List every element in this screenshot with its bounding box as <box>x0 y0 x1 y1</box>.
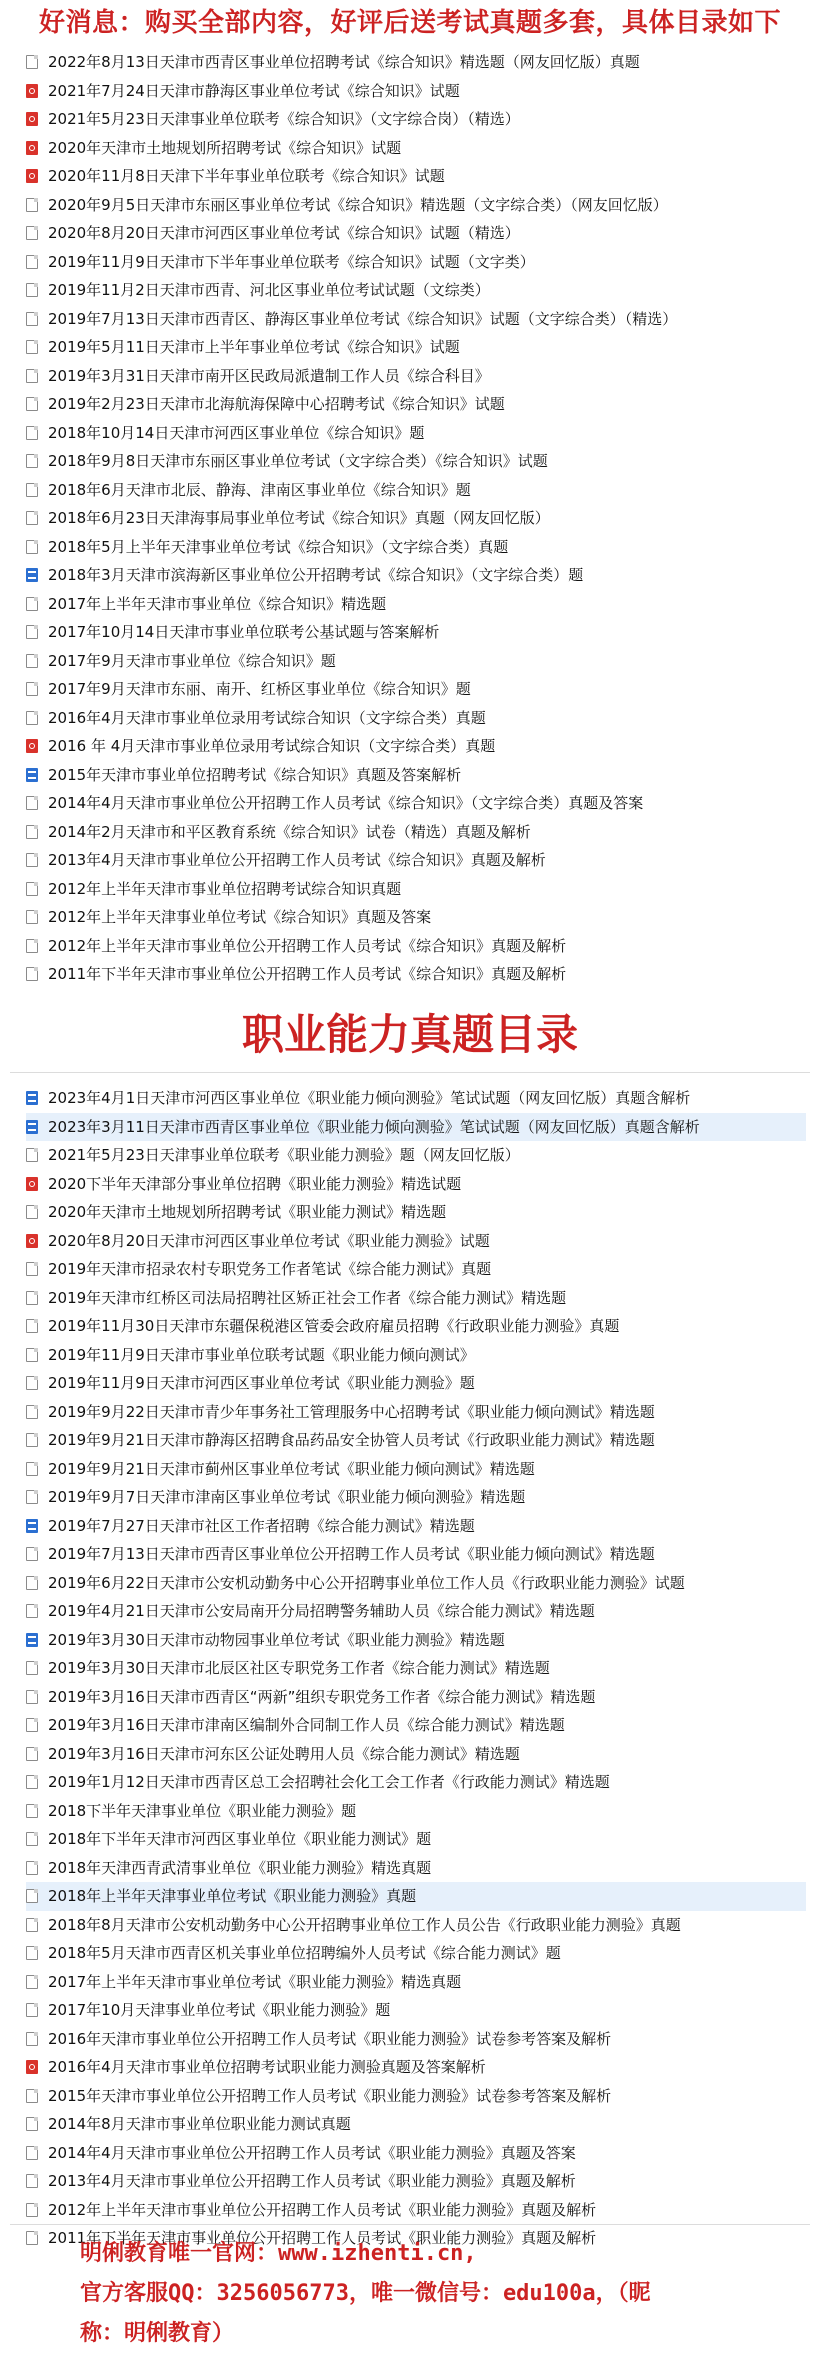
file-name: 2020下半年天津部分事业单位招聘《职业能力测验》精选试题 <box>48 1174 462 1193</box>
file-list-item[interactable] <box>26 1084 806 1113</box>
file-list-item[interactable] <box>26 2082 806 2111</box>
file-icon <box>26 511 38 525</box>
file-list-item[interactable] <box>26 276 806 305</box>
file-list-item[interactable] <box>26 105 806 134</box>
file-name: 2018年5月天津市西青区机关事业单位招聘编外人员考试《综合能力测试》题 <box>48 1944 561 1962</box>
knowledge-exam-list <box>26 48 806 989</box>
file-icon <box>26 397 38 411</box>
file-icon <box>26 967 38 981</box>
file-icon <box>26 2089 38 2103</box>
file-icon <box>26 1319 38 1333</box>
file-list-item[interactable] <box>26 219 806 248</box>
file-icon <box>26 1747 38 1761</box>
file-list-item[interactable] <box>26 818 806 847</box>
file-icon <box>26 226 38 240</box>
file-name: 2018下半年天津事业单位《职业能力测验》题 <box>48 1801 357 1820</box>
file-list-item[interactable] <box>26 1455 806 1484</box>
footer-line-3: 称：明俐教育） <box>80 2321 235 2346</box>
pdf-icon <box>26 2060 38 2074</box>
footer-line-1: 明俐教育唯一官网：www.izhenti.cn, <box>80 2241 477 2266</box>
doc-icon <box>26 568 38 582</box>
file-list-item[interactable] <box>26 162 806 191</box>
file-name: 2019年9月22日天津市青少年事务社工管理服务中心招聘考试《职业能力倾向测试》精选题 <box>48 1402 655 1421</box>
file-list-item[interactable] <box>26 875 806 904</box>
file-list-item[interactable] <box>26 1227 806 1256</box>
file-list-item[interactable] <box>26 1711 806 1740</box>
file-list-item[interactable] <box>26 1369 806 1398</box>
file-name: 2019年11月9日天津市下半年事业单位联考《综合知识》试题（文字类） <box>48 252 535 271</box>
file-name: 2019年3月16日天津市西青区“两新”组织专职党务工作者《综合能力测试》精选题 <box>48 1687 596 1706</box>
file-icon <box>26 1148 38 1162</box>
file-icon <box>26 312 38 326</box>
ability-exam-list <box>26 1084 806 2253</box>
file-list-item[interactable] <box>26 1683 806 1712</box>
file-list-item[interactable] <box>26 1512 806 1541</box>
file-icon <box>26 2117 38 2131</box>
file-name: 2023年3月11日天津市西青区事业单位《职业能力倾向测验》笔试试题（网友回忆版）真题含解析 <box>48 1117 700 1136</box>
file-name: 2017年10月14日天津市事业单位联考公基试题与答案解析 <box>48 623 440 641</box>
file-name: 2020年天津市土地规划所招聘考试《综合知识》试题 <box>48 138 402 157</box>
file-list-item[interactable] <box>26 1968 806 1997</box>
file-icon <box>26 1861 38 1875</box>
file-list-item[interactable] <box>26 1312 806 1341</box>
file-icon <box>26 939 38 953</box>
file-list-item[interactable] <box>26 903 806 932</box>
file-name: 2016年4月天津市事业单位招聘考试职业能力测验真题及答案解析 <box>48 2058 486 2076</box>
file-icon <box>26 454 38 468</box>
file-icon <box>26 853 38 867</box>
file-list-item[interactable] <box>26 77 806 106</box>
file-icon <box>26 1661 38 1675</box>
file-list-item[interactable] <box>26 1540 806 1569</box>
file-list-item[interactable] <box>26 1854 806 1883</box>
file-list-item[interactable] <box>26 1483 806 1512</box>
file-icon <box>26 1576 38 1590</box>
file-name: 2016 年 4月天津市事业单位录用考试综合知识（文字综合类）真题 <box>48 737 496 755</box>
file-name: 2017年9月天津市东丽、南开、红桥区事业单位《综合知识》题 <box>48 680 471 698</box>
file-list-item[interactable] <box>26 932 806 961</box>
file-name: 2019年11月9日天津市河西区事业单位考试《职业能力测验》题 <box>48 1374 475 1392</box>
file-name: 2014年2月天津市和平区教育系统《综合知识》试卷（精选）真题及解析 <box>48 822 531 841</box>
file-icon <box>26 55 38 69</box>
pdf-icon <box>26 1177 38 1191</box>
file-name: 2013年4月天津市事业单位公开招聘工作人员考试《职业能力测验》真题及解析 <box>48 2172 576 2190</box>
file-icon <box>26 283 38 297</box>
doc-icon <box>26 1633 38 1647</box>
file-icon <box>26 1205 38 1219</box>
file-list-item[interactable] <box>26 789 806 818</box>
file-name: 2019年1月12日天津市西青区总工会招聘社会化工会工作者《行政能力测试》精选题 <box>48 1773 610 1791</box>
file-icon <box>26 654 38 668</box>
file-list-item[interactable] <box>26 362 806 391</box>
file-name: 2023年4月1日天津市河西区事业单位《职业能力倾向测验》笔试试题（网友回忆版）真题含解析 <box>48 1089 691 1107</box>
file-list-item[interactable] <box>26 1141 806 1170</box>
file-name: 2014年4月天津市事业单位公开招聘工作人员考试《综合知识》（文字综合类）真题及答案 <box>48 794 644 812</box>
file-icon <box>26 2003 38 2017</box>
file-icon <box>26 1405 38 1419</box>
file-icon <box>26 2146 38 2160</box>
file-name: 2020年8月20日天津市河西区事业单位考试《职业能力测验》试题 <box>48 1231 490 1250</box>
file-name: 2019年9月21日天津市蓟州区事业单位考试《职业能力倾向测试》精选题 <box>48 1459 535 1478</box>
file-icon <box>26 198 38 212</box>
pdf-icon <box>26 1234 38 1248</box>
section-divider <box>10 1072 810 1073</box>
file-name: 2019年3月16日天津市河东区公证处聘用人员《综合能力测试》精选题 <box>48 1744 520 1763</box>
file-name: 2012年上半年天津市事业单位公开招聘工作人员考试《综合知识》真题及解析 <box>48 936 567 955</box>
file-list-item[interactable] <box>26 248 806 277</box>
file-name: 2018年5月上半年天津事业单位考试《综合知识》（文字综合类）真题 <box>48 537 509 556</box>
file-icon <box>26 711 38 725</box>
file-list-item[interactable] <box>26 1255 806 1284</box>
file-list-item[interactable] <box>26 1284 806 1313</box>
file-list-item[interactable] <box>26 704 806 733</box>
file-icon <box>26 682 38 696</box>
file-name: 2015年天津市事业单位招聘考试《综合知识》真题及答案解析 <box>48 765 462 784</box>
file-list-item[interactable] <box>26 1170 806 1199</box>
section-title: 职业能力真题目录 <box>241 1010 578 1059</box>
file-list-item[interactable] <box>26 1426 806 1455</box>
file-list-item[interactable] <box>26 390 806 419</box>
file-name: 2015年天津市事业单位公开招聘工作人员考试《职业能力测验》试卷参考答案及解析 <box>48 2086 612 2105</box>
file-name: 2017年上半年天津市事业单位考试《职业能力测验》精选真题 <box>48 1972 462 1991</box>
file-name: 2014年4月天津市事业单位公开招聘工作人员考试《职业能力测验》真题及答案 <box>48 2143 576 2162</box>
doc-icon <box>26 1519 38 1533</box>
file-list-item[interactable] <box>26 1768 806 1797</box>
file-list-item[interactable] <box>26 2167 806 2196</box>
file-name: 2019年6月22日天津市公安机动勤务中心公开招聘事业单位工作人员《行政职业能力测验》试题 <box>48 1573 685 1592</box>
file-icon <box>26 1804 38 1818</box>
file-list-item[interactable] <box>26 2053 806 2082</box>
file-name: 2021年5月23日天津事业单位联考《综合知识》（文字综合岗）（精选） <box>48 110 520 128</box>
file-name: 2012年上半年天津市事业单位招聘考试综合知识真题 <box>48 879 402 898</box>
file-name: 2016年4月天津市事业单位录用考试综合知识（文字综合类）真题 <box>48 708 486 727</box>
file-icon <box>26 1718 38 1732</box>
file-name: 2019年9月21日天津市静海区招聘食品药品安全协管人员考试《行政职业能力测试》精选题 <box>48 1431 655 1449</box>
file-list-item[interactable] <box>26 618 806 647</box>
file-icon <box>26 1975 38 1989</box>
file-name: 2020年天津市土地规划所招聘考试《职业能力测试》精选题 <box>48 1203 447 1221</box>
file-list-item[interactable] <box>26 675 806 704</box>
file-list-item[interactable] <box>26 1911 806 1940</box>
file-name: 2018年上半年天津事业单位考试《职业能力测验》真题 <box>48 1887 417 1905</box>
file-icon <box>26 255 38 269</box>
file-name: 2020年8月20日天津市河西区事业单位考试《综合知识》试题（精选） <box>48 224 520 242</box>
file-list-item[interactable] <box>26 191 806 220</box>
file-icon <box>26 796 38 810</box>
file-name: 2017年上半年天津市事业单位《综合知识》精选题 <box>48 594 387 613</box>
file-list-item[interactable] <box>26 732 806 761</box>
file-list-item[interactable] <box>26 134 806 163</box>
pdf-icon <box>26 739 38 753</box>
file-name: 2018年下半年天津市河西区事业单位《职业能力测试》题 <box>48 1830 432 1848</box>
file-list-item[interactable] <box>26 2110 806 2139</box>
file-name: 2017年10月天津事业单位考试《职业能力测验》题 <box>48 2001 391 2019</box>
file-icon <box>26 1889 38 1903</box>
file-name: 2013年4月天津市事业单位公开招聘工作人员考试《综合知识》真题及解析 <box>48 851 546 869</box>
file-icon <box>26 1832 38 1846</box>
file-name: 2020年11月8日天津下半年事业单位联考《综合知识》试题 <box>48 167 445 185</box>
contact-footer <box>80 2234 800 2354</box>
file-name: 2021年7月24日天津市静海区事业单位考试《综合知识》试题 <box>48 81 460 100</box>
file-icon <box>26 1348 38 1362</box>
file-icon <box>26 1690 38 1704</box>
file-icon <box>26 2032 38 2046</box>
doc-icon <box>26 1120 38 1134</box>
file-list-item[interactable] <box>26 2025 806 2054</box>
file-list-item[interactable] <box>26 846 806 875</box>
file-list-item[interactable] <box>26 1569 806 1598</box>
file-list-item[interactable] <box>26 960 806 989</box>
file-icon <box>26 2203 38 2217</box>
file-list-item[interactable] <box>26 305 806 334</box>
file-name: 2019年11月30日天津市东疆保税港区管委会政府雇员招聘《行政职业能力测验》真题 <box>48 1317 620 1335</box>
file-list-item[interactable] <box>26 48 806 77</box>
file-name: 2019年4月21日天津市公安局南开分局招聘警务辅助人员《综合能力测试》精选题 <box>48 1602 595 1620</box>
file-icon <box>26 825 38 839</box>
file-list-item[interactable] <box>26 1797 806 1826</box>
file-list-item[interactable] <box>26 504 806 533</box>
file-icon <box>26 1775 38 1789</box>
file-list-item[interactable] <box>26 333 806 362</box>
file-icon <box>26 1291 38 1305</box>
file-list-item[interactable] <box>26 1882 806 1911</box>
file-list-item[interactable] <box>26 1825 806 1854</box>
doc-icon <box>26 1091 38 1105</box>
file-name: 2019年11月2日天津市西青、河北区事业单位考试试题（文综类） <box>48 281 490 299</box>
file-name: 2019年2月23日天津市北海航海保障中心招聘考试《综合知识》试题 <box>48 395 505 413</box>
file-icon <box>26 483 38 497</box>
file-list-item[interactable] <box>26 1939 806 1968</box>
pdf-icon <box>26 141 38 155</box>
file-list-item[interactable] <box>26 590 806 619</box>
pdf-icon <box>26 112 38 126</box>
file-name: 2011年下半年天津市事业单位公开招聘工作人员考试《职业能力测验》真题及解析 <box>48 2229 597 2247</box>
file-name: 2018年6月23日天津海事局事业单位考试《综合知识》真题（网友回忆版） <box>48 509 550 527</box>
file-name: 2019年3月16日天津市津南区编制外合同制工作人员《综合能力测试》精选题 <box>48 1716 565 1734</box>
file-list-item[interactable] <box>26 447 806 476</box>
file-icon <box>26 910 38 924</box>
file-name: 2018年3月天津市滨海新区事业单位公开招聘考试《综合知识》（文字综合类）题 <box>48 566 584 584</box>
file-name: 2014年8月天津市事业单位职业能力测试真题 <box>48 2115 351 2133</box>
file-name: 2019年3月30日天津市北辰区社区专职党务工作者《综合能力测试》精选题 <box>48 1659 550 1677</box>
file-name: 2016年天津市事业单位公开招聘工作人员考试《职业能力测验》试卷参考答案及解析 <box>48 2029 612 2048</box>
file-icon <box>26 625 38 639</box>
file-name: 2019年9月7日天津市津南区事业单位考试《职业能力倾向测验》精选题 <box>48 1488 526 1506</box>
file-list-item[interactable] <box>26 419 806 448</box>
file-icon <box>26 1376 38 1390</box>
footer-divider <box>10 2224 810 2225</box>
file-icon <box>26 540 38 554</box>
file-icon <box>26 426 38 440</box>
file-list-item[interactable] <box>26 476 806 505</box>
file-name: 2019年7月13日天津市西青区事业单位公开招聘工作人员考试《职业能力倾向测试》精选题 <box>48 1545 655 1563</box>
file-icon <box>26 1462 38 1476</box>
file-name: 2022年8月13日天津市西青区事业单位招聘考试《综合知识》精选题（网友回忆版）真题 <box>48 53 640 71</box>
file-name: 2011年下半年天津市事业单位公开招聘工作人员考试《综合知识》真题及解析 <box>48 965 567 983</box>
file-icon <box>26 882 38 896</box>
file-icon <box>26 1918 38 1932</box>
file-list-item[interactable] <box>26 561 806 590</box>
file-icon <box>26 340 38 354</box>
file-icon <box>26 1547 38 1561</box>
file-name: 2012年上半年天津市事业单位公开招聘工作人员考试《职业能力测验》真题及解析 <box>48 2200 597 2219</box>
file-name: 2018年9月8日天津市东丽区事业单位考试（文字综合类）《综合知识》试题 <box>48 452 548 470</box>
pdf-icon <box>26 84 38 98</box>
file-icon <box>26 369 38 383</box>
file-icon <box>26 597 38 611</box>
file-list-item[interactable] <box>26 1398 806 1427</box>
file-list-item[interactable] <box>26 1341 806 1370</box>
file-name: 2019年3月30日天津市动物园事业单位考试《职业能力测验》精选题 <box>48 1630 505 1649</box>
file-name: 2019年5月11日天津市上半年事业单位考试《综合知识》试题 <box>48 338 460 356</box>
file-icon <box>26 1604 38 1618</box>
file-name: 2019年7月27日天津市社区工作者招聘《综合能力测试》精选题 <box>48 1516 475 1535</box>
file-list-item[interactable] <box>26 1198 806 1227</box>
file-icon <box>26 2174 38 2188</box>
file-name: 2018年8月天津市公安机动勤务中心公开招聘事业单位工作人员公告《行政职业能力测验》真题 <box>48 1915 681 1934</box>
file-name: 2019年7月13日天津市西青区、静海区事业单位考试《综合知识》试题（文字综合类）（精选） <box>48 309 678 328</box>
file-list-item[interactable] <box>26 1740 806 1769</box>
file-list-item[interactable] <box>26 1654 806 1683</box>
file-name: 2012年上半年天津事业单位考试《综合知识》真题及答案 <box>48 908 432 926</box>
file-name: 2019年天津市招录农村专职党务工作者笔试《综合能力测试》真题 <box>48 1260 492 1278</box>
file-list-item[interactable] <box>26 761 806 790</box>
file-name: 2018年6月天津市北辰、静海、津南区事业单位《综合知识》题 <box>48 480 471 499</box>
doc-icon <box>26 768 38 782</box>
file-name: 2019年天津市红桥区司法局招聘社区矫正社会工作者《综合能力测试》精选题 <box>48 1288 567 1307</box>
file-name: 2017年9月天津市事业单位《综合知识》题 <box>48 651 336 670</box>
file-icon <box>26 1490 38 1504</box>
file-list-item[interactable] <box>26 1113 806 1142</box>
file-list-item[interactable] <box>26 1626 806 1655</box>
file-list-item[interactable] <box>26 1996 806 2025</box>
file-list-item[interactable] <box>26 1597 806 1626</box>
file-icon <box>26 1262 38 1276</box>
file-list-item[interactable] <box>26 2196 806 2225</box>
file-icon <box>26 1946 38 1960</box>
file-icon <box>26 2231 38 2245</box>
file-name: 2020年9月5日天津市东丽区事业单位考试《综合知识》精选题（文字综合类）（网友回忆版） <box>48 195 668 214</box>
file-name: 2019年11月9日天津市事业单位联考试题《职业能力倾向测试》 <box>48 1345 475 1364</box>
file-name: 2018年天津西青武清事业单位《职业能力测验》精选真题 <box>48 1858 432 1877</box>
pdf-icon <box>26 169 38 183</box>
file-list-item[interactable] <box>26 2139 806 2168</box>
file-icon <box>26 1433 38 1447</box>
file-list-item[interactable] <box>26 647 806 676</box>
file-list-item[interactable] <box>26 533 806 562</box>
footer-line-2: 官方客服QQ：3256056773，唯一微信号：edu100a，（昵 <box>80 2281 651 2306</box>
file-name: 2021年5月23日天津事业单位联考《职业能力测验》题（网友回忆版） <box>48 1146 520 1164</box>
promo-banner: 好消息：购买全部内容，好评后送考试真题多套，具体目录如下 <box>38 8 781 38</box>
file-name: 2018年10月14日天津市河西区事业单位《综合知识》题 <box>48 423 425 442</box>
file-name: 2019年3月31日天津市南开区民政局派遣制工作人员《综合科目》 <box>48 366 490 385</box>
